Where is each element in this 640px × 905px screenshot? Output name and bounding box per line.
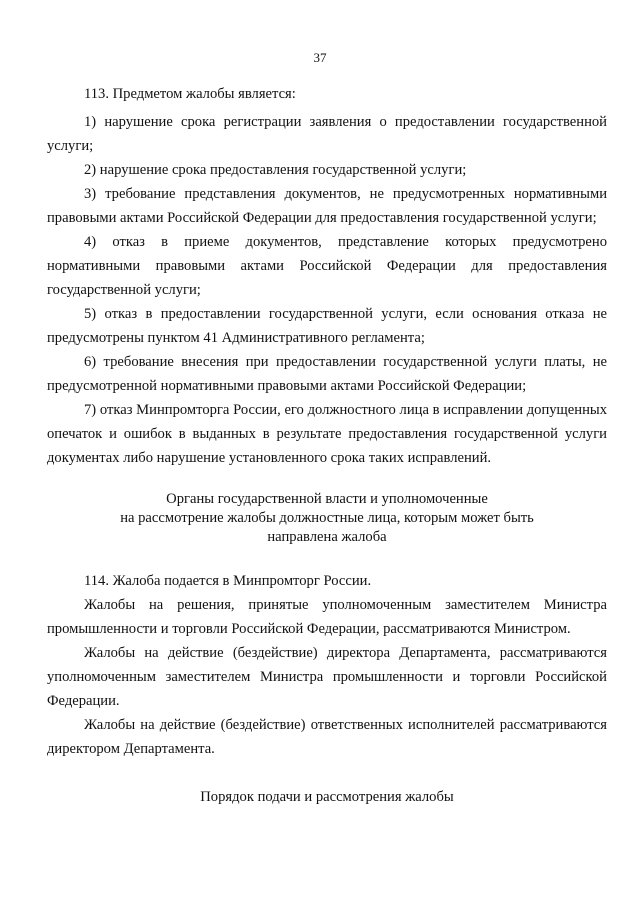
complaint-subject-item: 7) отказ Минпромторга России, его должностного лица в исправлении допущенных опечаток и ошибок в выданных в результате предоставления государственной услуги документах либо нарушение установленного срока таких исправлений. xyxy=(47,402,607,466)
complaint-subject-item: 4) отказ в приеме документов, представление которых предусмотрено нормативными правовыми актами Российской Федерации для предоставления государственной услуги; xyxy=(47,234,607,298)
section-113-intro: 113. Предметом жалобы является: xyxy=(84,86,296,102)
section-heading-procedure: Порядок подачи и рассмотрения жалобы xyxy=(200,789,454,805)
complaint-subject-item: 1) нарушение срока регистрации заявления о предоставлении государственной услуги; xyxy=(47,114,607,154)
complaint-subject-item: 6) требование внесения при предоставлении государственной услуги платы, не предусмотренной нормативными правовыми актами Российской Федерации; xyxy=(47,354,607,394)
complaint-subject-item: 3) требование представления документов, не предусмотренных нормативными правовыми актами Российской Федерации для предоставления государственной услуги; xyxy=(47,186,607,226)
heading-line: направлена жалоба xyxy=(267,529,387,545)
section-114-paragraph: Жалобы на действие (бездействие) ответственных исполнителей рассматриваются директором Департамента. xyxy=(47,717,607,757)
heading-line: Органы государственной власти и уполномоченные xyxy=(166,491,488,507)
document-body xyxy=(47,82,607,809)
heading-line: на рассмотрение жалобы должностные лица, которым может быть xyxy=(120,510,534,526)
page-number: 37 xyxy=(313,50,327,65)
section-114-paragraph: Жалобы на действие (бездействие) директора Департамента, рассматриваются уполномоченным заместителем Министра промышленности и торговли Российской Федерации. xyxy=(47,645,607,709)
section-114-paragraph: Жалобы на решения, принятые уполномоченным заместителем Министра промышленности и торговли Российской Федерации, рассматриваются Министром. xyxy=(47,597,607,637)
section-114-intro: 114. Жалоба подается в Минпромторг России. xyxy=(84,573,372,589)
complaint-subject-item: 2) нарушение срока предоставления государственной услуги; xyxy=(84,162,467,178)
complaint-subject-item: 5) отказ в предоставлении государственной услуги, если основания отказа не предусмотрены пунктом 41 Административного регламента; xyxy=(47,306,607,346)
section-heading-authorities xyxy=(47,490,607,547)
